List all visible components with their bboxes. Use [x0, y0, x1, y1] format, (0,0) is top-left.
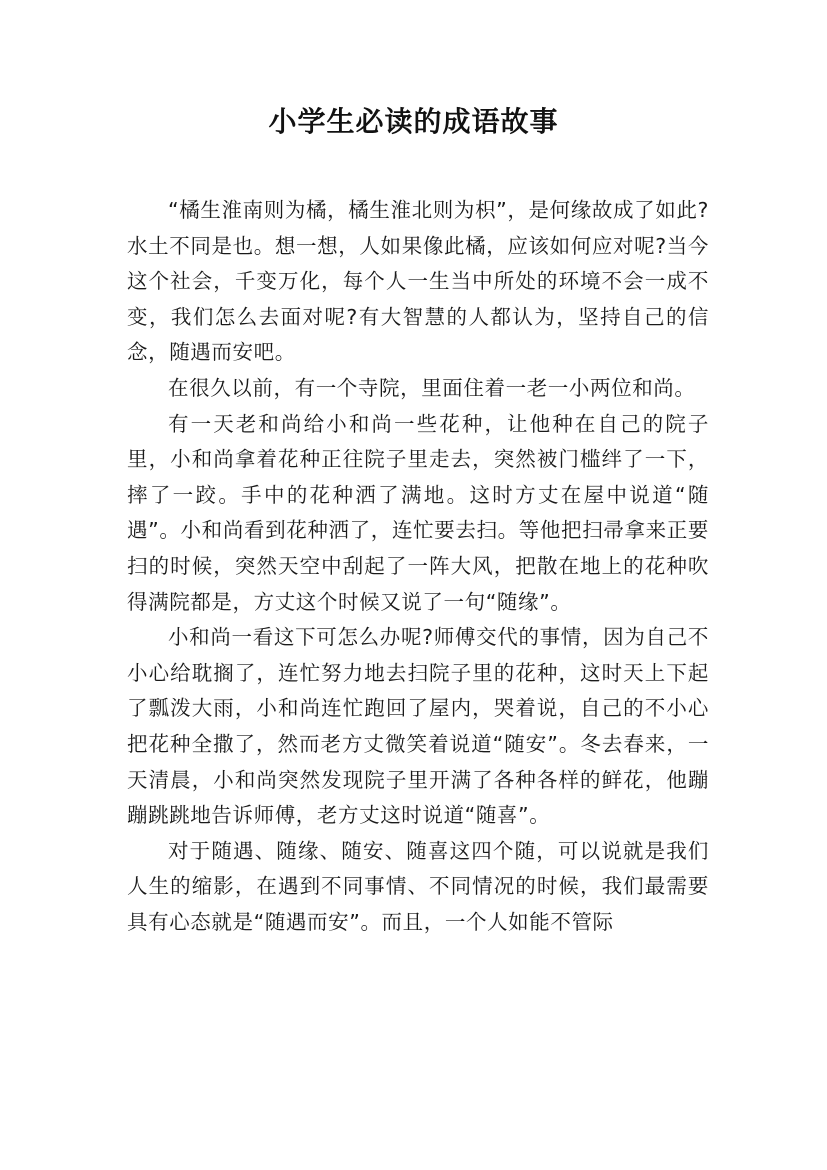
paragraph-temple: 在很久以前，有一个寺院，里面住着一老一小两位和尚。 [168, 375, 696, 400]
page-title: 小学生必读的成语故事 [268, 105, 559, 138]
paragraph-rain: 小和尚一看这下可怎么办呢?师傅交代的事情，因为自己不小心给耽搁了，连忙努力地去扫院子里的花种，这时天上下起了瓢泼大雨，小和尚连忙跑回了屋内，哭着说，自己的不小心把花种全撒了，然而老方丈微笑着说道“随安”。冬去春来，一天清晨，小和尚突然发现院子里开满了各种各样的鲜花，他蹦蹦跳跳地告诉师傅，老方丈这时说道“随喜”。 [127, 625, 709, 828]
paragraph-seeds: 有一天老和尚给小和尚一些花种，让他种在自己的院子里，小和尚拿着花种正往院子里走去，突然被门槛绊了一下，摔了一跤。手中的花种洒了满地。这时方丈在屋中说道“随遇”。小和尚看到花种洒了，连忙要去扫。等他把扫帚拿来正要扫的时候，突然天空中刮起了一阵大风，把散在地上的花种吹得满院都是，方丈这个时候又说了一句“随缘”。 [127, 411, 709, 614]
paragraph-intro: “橘生淮南则为橘，橘生淮北则为枳”，是何缘故成了如此?水土不同是也。想一想，人如果像此橘，应该如何应对呢?当今这个社会，千变万化，每个人一生当中所处的环境不会一成不变，我们怎么去面对呢?有大智慧的人都认为，坚持自己的信念，随遇而安吧。 [127, 198, 709, 365]
article-body [127, 193, 709, 940]
paragraph-conclusion: 对于随遇、随缘、随安、随喜这四个随，可以说就是我们人生的缩影，在遇到不同事情、不同情况的时候，我们最需要具有心态就是“随遇而安”。而且，一个人如能不管际 [127, 838, 709, 934]
